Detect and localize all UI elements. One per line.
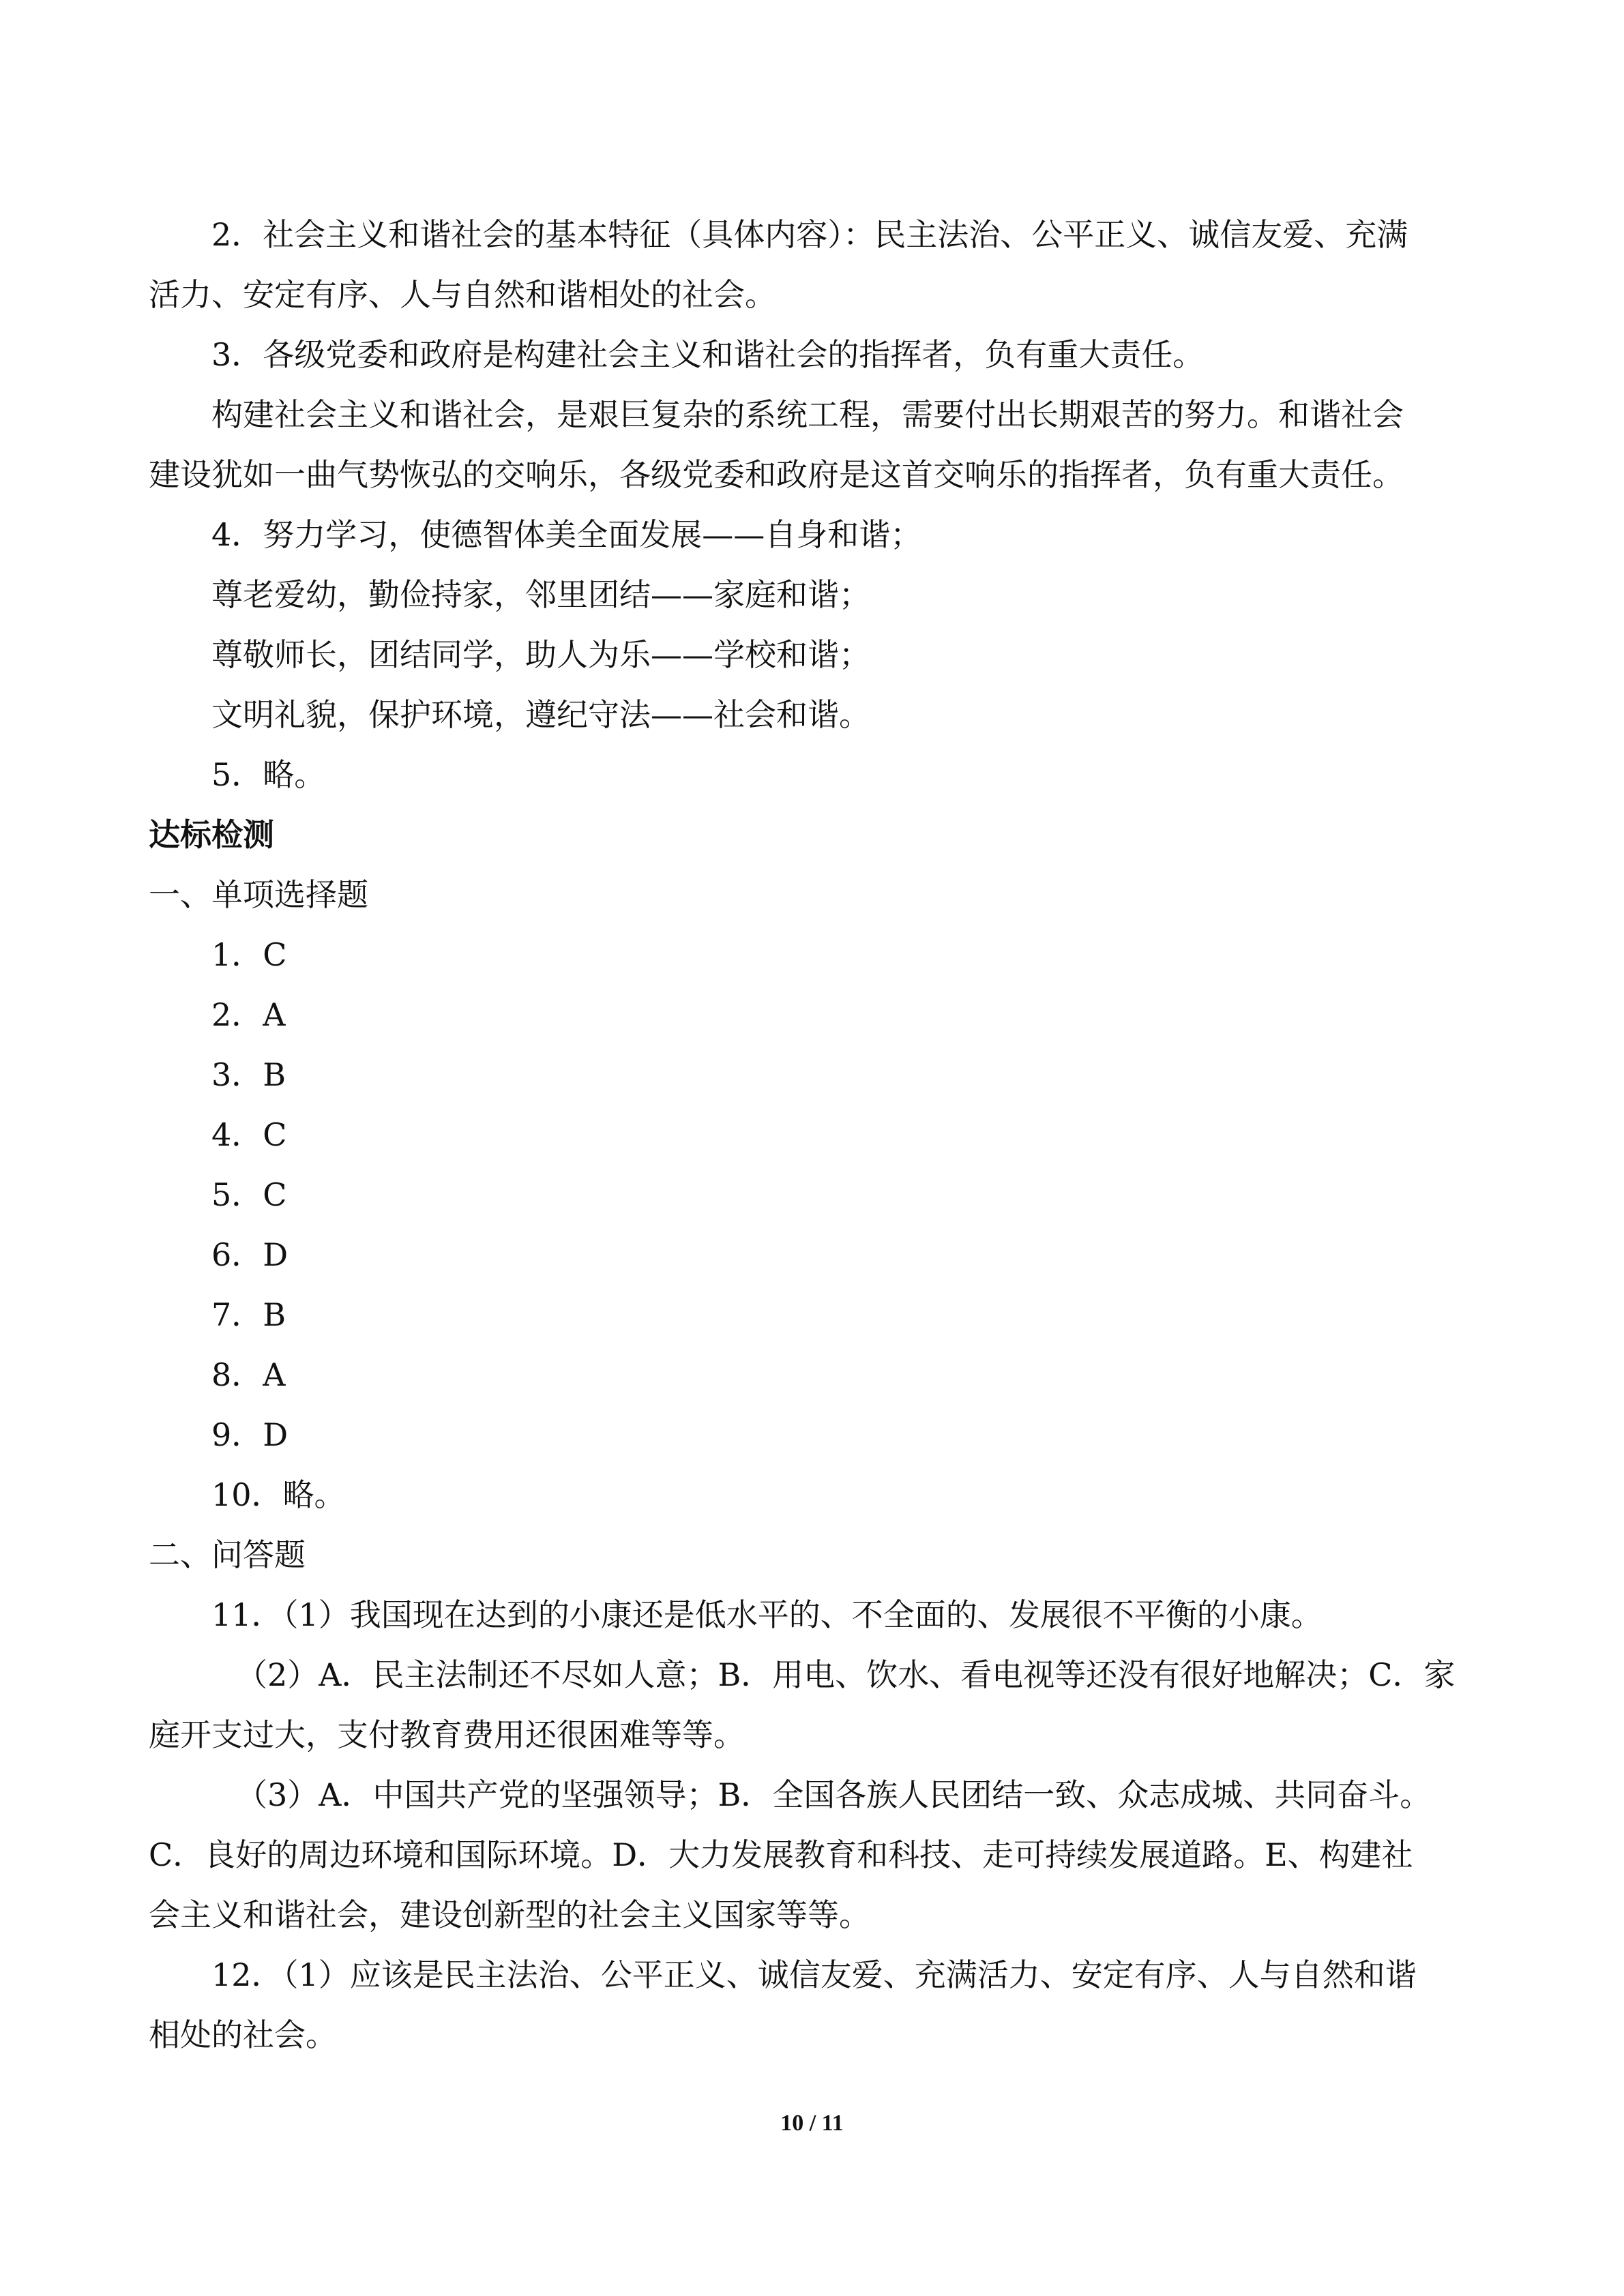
choice-answer-7: 7．B xyxy=(211,1296,286,1333)
choice-answer-1: 1．C xyxy=(211,936,287,973)
section-heading-test: 达标检测 xyxy=(149,816,274,853)
qa-11-part-3-line-2: C．良好的周边环境和国际环境。D．大力发展教育和科技、走可持续发展道路。E、构建社 xyxy=(149,1836,1413,1873)
choice-answer-10: 10．略。 xyxy=(211,1476,346,1513)
qa-12-part-1-line-1: 12．（1）应该是民主法治、公平正义、诚信友爱、充满活力、安定有序、人与自然和谐 xyxy=(211,1956,1417,1993)
answer-3-paragraph-line-1: 构建社会主义和谐社会，是艰巨复杂的系统工程，需要付出长期艰苦的努力。和谐社会 xyxy=(211,396,1404,433)
subsection-heading-choice: 一、单项选择题 xyxy=(149,876,368,913)
choice-answer-4: 4．C xyxy=(211,1116,287,1153)
answer-4-line-3: 尊敬师长，团结同学，助人为乐——学校和谐； xyxy=(211,636,870,673)
answer-4-line-2: 尊老爱幼，勤俭持家，邻里团结——家庭和谐； xyxy=(211,576,870,613)
choice-answer-3: 3．B xyxy=(211,1056,286,1093)
choice-answer-5: 5．C xyxy=(211,1176,287,1213)
answer-3-paragraph-line-2: 建设犹如一曲气势恢弘的交响乐，各级党委和政府是这首交响乐的指挥者，负有重大责任。 xyxy=(149,456,1404,493)
page-number: 10 / 11 xyxy=(780,2111,844,2136)
qa-11-part-1: 11．（1）我国现在达到的小康还是低水平的、不全面的、发展很不平衡的小康。 xyxy=(211,1596,1323,1633)
answer-4-line-4: 文明礼貌，保护环境，遵纪守法——社会和谐。 xyxy=(211,696,870,733)
qa-11-part-2-line-1: （2）A．民主法制还不尽如人意；B．用电、饮水、看电视等还没有很好地解决；C．家 xyxy=(236,1656,1456,1693)
qa-11-part-3-line-1: （3）A．中国共产党的坚强领导；B．全国各族人民团结一致、众志成城、共同奋斗。 xyxy=(236,1776,1432,1813)
answer-4-line-1: 4．努力学习，使德智体美全面发展——自身和谐； xyxy=(211,516,922,553)
subsection-heading-qa: 二、问答题 xyxy=(149,1536,306,1573)
choice-answer-2: 2．A xyxy=(211,996,286,1033)
qa-12-part-1-line-2: 相处的社会。 xyxy=(149,2016,337,2053)
answer-5: 5．略。 xyxy=(211,756,326,793)
choice-answer-9: 9．D xyxy=(211,1416,289,1453)
answer-2-line-2: 活力、安定有序、人与自然和谐相处的社会。 xyxy=(149,276,776,313)
answer-3-line-1: 3．各级党委和政府是构建社会主义和谐社会的指挥者，负有重大责任。 xyxy=(211,336,1205,373)
choice-answer-8: 8．A xyxy=(211,1356,286,1393)
document-page xyxy=(149,205,1490,2065)
answer-2-line-1: 2．社会主义和谐社会的基本特征（具体内容）：民主法治、公平正义、诚信友爱、充满 xyxy=(211,216,1408,253)
choice-answer-6: 6．D xyxy=(211,1236,289,1273)
qa-11-part-2-line-2: 庭开支过大，支付教育费用还很困难等等。 xyxy=(149,1716,745,1753)
qa-11-part-3-line-3: 会主义和谐社会，建设创新型的社会主义国家等等。 xyxy=(149,1896,870,1933)
